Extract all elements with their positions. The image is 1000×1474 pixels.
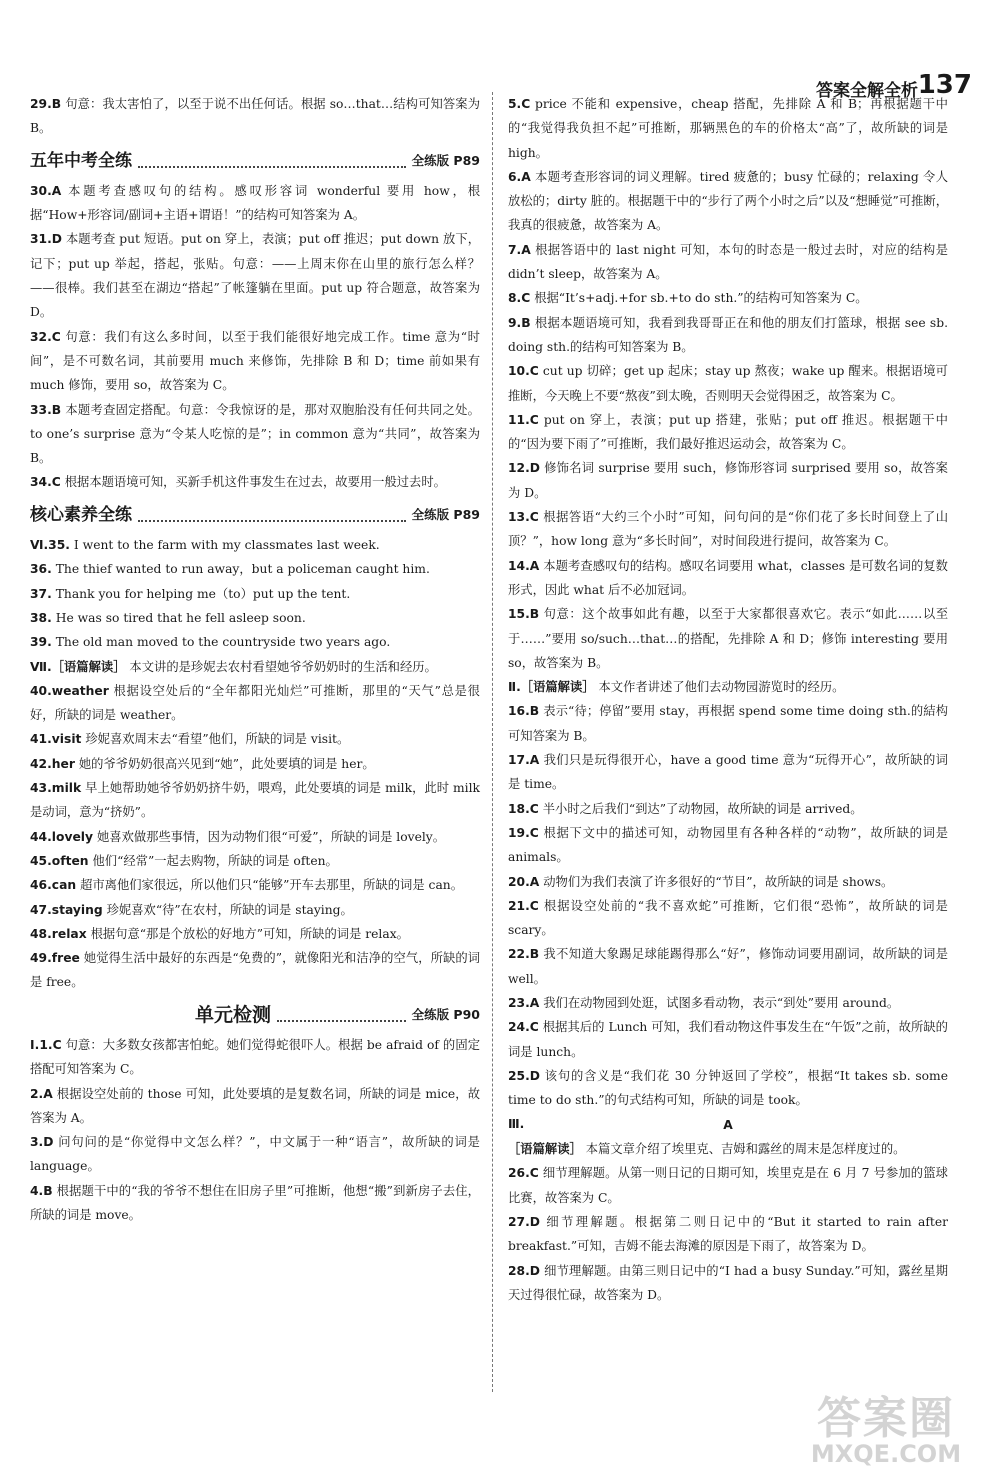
right-column: [508, 92, 948, 1307]
answer-number: 21.C: [508, 898, 539, 913]
page-number: 137: [917, 70, 972, 100]
answer-explanation: 细节理解题。从第一则日记的日期可知，埃里克是在 6 月 7 号参加的篮球比赛，故答案为 C。: [508, 1166, 948, 1205]
answer-explanation: 细节理解题。根据第二则日记中的“But it started to rain after breakfast.”可知，吉姆不能去海滩的原因是下雨了，故答案为 D。: [508, 1214, 948, 1254]
answer-item: [30, 727, 480, 751]
answer-number: Ⅰ.1.C: [30, 1037, 62, 1052]
answer-explanation: 根据其后的 Lunch 可知，我们看动物这件事发生在“午饭”之前，故所缺的词是 lunch。: [508, 1020, 948, 1059]
answer-number: 48.relax: [30, 926, 87, 941]
answer-item: [508, 505, 948, 554]
answer-item: [508, 1259, 948, 1308]
answer-item: [30, 922, 480, 946]
answer-number: 47.staying: [30, 902, 103, 917]
section-title: 五年中考全练: [30, 150, 132, 171]
answer-number: 16.B: [508, 704, 540, 719]
answer-number: 8.C: [508, 291, 531, 306]
answer-explanation: 我不知道大象踢足球能踢得那么“好”，修饰动词要用副词，故所缺的词是 well。: [508, 947, 948, 986]
answer-number: 49.free: [30, 951, 80, 966]
answer-number: 41.visit: [30, 732, 82, 747]
answer-explanation: 修饰名词 surprise 要用 such，修饰形容词 surprised 要用 so，故答案为 D。: [508, 461, 948, 500]
answer-explanation: 本题考查感叹句的结构。感叹名词要用 what，classes 是可数名词的复数形式，因此 what 后不必加冠词。: [508, 558, 948, 597]
answer-explanation: 根据句意“那是个放松的好地方”可知，所缺的词是 relax。: [90, 926, 409, 941]
answer-item: [30, 1130, 480, 1179]
answer-item: [30, 898, 480, 922]
header-title: 答案全解全析: [816, 81, 918, 101]
dotted-leader: [138, 520, 406, 522]
answer-number: 34.C: [30, 475, 61, 490]
answer-item: [30, 679, 480, 728]
answer-item: [30, 179, 480, 228]
answer-explanation: 细节理解题。由第三则日记中的“I had a busy Sunday.”可知，露丝星期天过得很忙碌，故答案为 D。: [508, 1263, 948, 1302]
section-page-ref: 全练版 P89: [411, 152, 480, 168]
left-column: [30, 92, 480, 1227]
answer-explanation: 句意：我太害怕了，以至于说不出任何话。根据 so…that…结构可知答案为 B。: [30, 97, 480, 136]
answer-explanation: 句意：我们有这么多时间，以至于我们能很好地完成工作。time 意为“时间”，是不可数名词，其前要用 much 来修饰，先排除 B 和 D；time 前如果有 much 修饰，要用 so，故答案为 C。: [30, 329, 480, 393]
answer-number: 24.C: [508, 1020, 539, 1035]
answer-explanation: 本题考查固定搭配。句意：令我惊讶的是，那对双胞胎没有任何共同之处。to one’s surprise 意为“令某人吃惊的是”；in common 意为“共同”，故答案为 B。: [30, 402, 480, 466]
answer-item: [508, 942, 948, 991]
answer-explanation: 早上她帮助她爷爷奶奶挤牛奶，喂鸡，此处要填的词是 milk，此时 milk 是动词，意为“挤奶”。: [30, 781, 480, 820]
section-page-ref: 全练版 P89: [411, 506, 480, 522]
answer-number: 40.weather: [30, 683, 109, 698]
answer-explanation: 该句的含义是“我们花 30 分钟返回了学校”，根据“It takes sb. some time to do sth.”的句式结构可知，所缺的词是 took。: [508, 1068, 948, 1108]
answer-item: [30, 825, 480, 849]
answer-item: [30, 227, 480, 324]
page-header: [0, 0, 1000, 101]
answer-item: [30, 630, 480, 654]
answer-number: 10.C: [508, 364, 539, 379]
answer-number: Ⅶ.［语篇解读］: [30, 659, 126, 674]
answer-item: [508, 991, 948, 1015]
answer-number: 33.B: [30, 402, 62, 417]
answer-item: [508, 797, 948, 821]
answer-item: [508, 165, 948, 238]
answer-explanation: 本题考查 put 短语。put on 穿上，表演；put off 推迟；put down 放下，记下；put up 举起，搭起，张贴。句意：——上周末你在山里的旅行怎么样？——很棒。我们甚至在湖边“搭起”了帐篷躺在里面。put up 符合题意，故答案为 D。: [30, 232, 480, 320]
answer-item: [508, 1161, 948, 1210]
section-header: [30, 503, 480, 527]
answer-explanation: 半小时之后我们“到达”了动物园，故所缺的词是 arrived。: [542, 801, 863, 816]
answer-explanation: 本题考查感叹句的结构。感叹形容词 wonderful 要用 how，根据“How+形容词/副词+主语+谓语！”的结构可知答案为 A。: [30, 183, 480, 223]
answer-number: 12.D: [508, 461, 540, 476]
answer-number: 17.A: [508, 753, 540, 768]
column-divider: [492, 92, 493, 1392]
answer-item: [30, 606, 480, 630]
answer-explanation: put on 穿上，表演；put up 搭建，张贴；put off 推迟。根据题干中的“因为要下雨了”可推断，我们最好推迟运动会，故答案为 C。: [508, 412, 948, 452]
answer-explanation: 她的爷爷奶奶很高兴见到“她”，此处要填的词是 her。: [78, 756, 375, 771]
answer-item: [508, 1137, 948, 1161]
answer-explanation: 他们“经常”一起去购物，所缺的词是 often。: [92, 853, 338, 868]
answer-explanation: 我们在动物园到处逛，试图多看动物，表示“到处”要用 around。: [543, 995, 900, 1010]
answer-number: 7.A: [508, 242, 531, 257]
answer-item: [30, 398, 480, 471]
answer-number: 28.D: [508, 1263, 540, 1278]
section-page-ref: 全练版 P90: [411, 1006, 480, 1022]
answer-number: 25.D: [508, 1068, 540, 1083]
answer-number: 19.C: [508, 825, 539, 840]
section-header: [30, 1003, 480, 1027]
answer-item: [508, 359, 948, 408]
answer-item: [30, 1082, 480, 1131]
answer-item: [30, 873, 480, 897]
answer-item: [30, 752, 480, 776]
answer-item: [30, 557, 480, 581]
answer-item: [508, 1064, 948, 1113]
answer-number: 38.: [30, 610, 52, 625]
answer-item: [30, 849, 480, 873]
answer-item: [508, 675, 948, 699]
answer-item: [30, 655, 480, 679]
answer-explanation: The old man moved to the countryside two years ago.: [55, 635, 391, 650]
answer-number: 5.C: [508, 97, 531, 111]
answer-item: [508, 821, 948, 870]
answer-number: 32.C: [30, 329, 61, 344]
answer-explanation: 根据本题语境可知，买新手机这件事发生在过去，故要用一般过去时。: [64, 475, 446, 490]
answer-item: [508, 870, 948, 894]
answer-number: 46.can: [30, 878, 77, 893]
answer-explanation: 她觉得生活中最好的东西是“免费的”，就像阳光和洁净的空气，所缺的词是 free。: [30, 951, 480, 990]
answer-item: [508, 894, 948, 943]
answer-explanation: I went to the farm with my classmates last week.: [73, 538, 380, 553]
answer-explanation: 我们只是玩得很开心，have a good time 意为“玩得开心”，故所缺的词是 time。: [508, 753, 948, 792]
answer-explanation: 超市离他们家很远，所以他们只“能够”开车去那里，所缺的词是 can。: [80, 878, 463, 893]
answer-number: 37.: [30, 586, 52, 601]
answer-explanation: 根据本题语境可知，我看到我哥哥正在和他的朋友们打篮球，根据 see sb. doing sth.的结构可知答案为 B。: [508, 315, 948, 354]
watermark-logo: 答案圈: [817, 1393, 955, 1444]
answer-number: 26.C: [508, 1166, 539, 1181]
answer-number: 29.B: [30, 97, 62, 111]
answer-explanation: 表示“待；停留”要用 stay，再根据 spend some time doing sth.的結构可知答案为 B。: [508, 704, 948, 743]
answer-number: 39.: [30, 635, 52, 650]
answer-number: 14.A: [508, 558, 540, 573]
answer-item: [508, 699, 948, 748]
answer-item: [30, 946, 480, 995]
answer-explanation: Thank you for helping me（to）put up the tent.: [55, 586, 351, 601]
watermark-url: MXQE.COM: [810, 1440, 962, 1468]
answer-explanation: price 不能和 expensive，cheap 搭配，先排除 A 和 B；再根据题干中的“我觉得我负担不起”可推断，那辆黑色的车的价格太“高”了，故所缺的词是 high。: [508, 97, 948, 160]
answer-number: Ⅲ.: [508, 1117, 525, 1132]
answer-number: 6.A: [508, 169, 531, 184]
answer-explanation: 本题考查形容词的词义理解。tired 疲惫的；busy 忙碌的；relaxing 令人放松的；dirty 脏的。根据题干中的“步行了两个小时之后”以及“想睡觉”可推断，我真的很疲惫，故答案为 A。: [508, 169, 948, 233]
answer-explanation: 根据“It’s+adj.+for sb.+to do sth.”的结构可知答案为 C。: [534, 291, 868, 306]
answer-number: 45.often: [30, 853, 89, 868]
answer-item: [30, 1179, 480, 1228]
dotted-leader: [277, 1020, 406, 1022]
answer-number: 31.D: [30, 232, 62, 247]
answer-explanation: 根据下文中的描述可知，动物园里有各种各样的“动物”，故所缺的词是 animals。: [508, 825, 948, 865]
watermark: [786, 1382, 986, 1468]
answer-number: 18.C: [508, 801, 539, 816]
answer-number: ［语篇解读］: [508, 1142, 582, 1157]
section-title: 核心素养全练: [30, 504, 132, 525]
answer-explanation: 本文作者讲述了他们去动物园游览时的经历。: [598, 680, 845, 695]
answer-number: 2.A: [30, 1086, 53, 1101]
answer-item: [30, 92, 480, 141]
answer-number: 42.her: [30, 756, 75, 771]
answer-item: [508, 286, 948, 310]
answer-explanation: 句意：大多数女孩都害怕蛇。她们觉得蛇很吓人。根据 be afraid of 的固定搭配可知答案为 C。: [30, 1037, 481, 1077]
answer-item: [508, 311, 948, 360]
answer-explanation: 根据答语“大约三个小时”可知，问句问的是“你们花了多长时间登上了山顶？”，how long 意为“多长时间”，对时间段进行提问，故答案为 C。: [508, 510, 948, 549]
answer-item: [30, 582, 480, 606]
answer-item: [30, 1033, 480, 1082]
answer-explanation: He was so tired that he fell asleep soon.: [55, 610, 306, 625]
answer-number: 43.milk: [30, 781, 82, 796]
answer-explanation: 她喜欢做那些事情，因为动物们很“可爱”，所缺的词是 lovely。: [96, 829, 446, 844]
answer-item: [508, 554, 948, 603]
answer-explanation: 根据设空处后的“全年都阳光灿烂”可推断，那里的“天气”总是很好，所缺的词是 weather。: [30, 683, 480, 723]
answer-explanation: cut up 切碎；get up 起床；stay up 熬夜；wake up 醒来。根据语境可推断，今天晚上不要“熬夜”到太晚，否则明天会觉得困乏，故答案为 C。: [508, 364, 948, 403]
answer-explanation: 动物们为我们表演了许多很好的“节目”，故所缺的词是 shows。: [543, 874, 894, 889]
answer-item: [30, 470, 480, 494]
answer-number: Ⅵ.35.: [30, 538, 70, 553]
answer-item: [30, 533, 480, 557]
answer-item: [30, 325, 480, 398]
answer-number: 23.A: [508, 995, 540, 1010]
answer-explanation: 珍妮喜欢周末去“看望”他们，所缺的词是 visit。: [85, 732, 350, 747]
passage-label: A: [723, 1117, 733, 1132]
answer-number: Ⅱ.［语篇解读］: [508, 680, 595, 695]
answer-explanation: 珍妮喜欢“待”在农村，所缺的词是 staying。: [106, 902, 353, 917]
answer-number: 36.: [30, 562, 52, 577]
answer-item: [508, 456, 948, 505]
section-header: [30, 149, 480, 173]
answer-item: [508, 602, 948, 675]
answer-number: 15.B: [508, 607, 540, 622]
answer-item: [508, 748, 948, 797]
answer-number: 9.B: [508, 315, 531, 330]
answer-number: 11.C: [508, 412, 539, 427]
answer-number: 4.B: [30, 1183, 53, 1198]
answer-item: [30, 776, 480, 825]
answer-explanation: 本篇文章介绍了埃里克、吉姆和露丝的周末是怎样度过的。: [585, 1142, 906, 1157]
answer-number: 3.D: [30, 1135, 54, 1150]
answer-explanation: 问句问的是“你觉得中文怎么样？”，中文属于一种“语言”，故所缺的词是 language。: [30, 1135, 480, 1174]
answer-item: [508, 408, 948, 457]
answer-explanation: 根据设空处前的 those 可知，此处要填的是复数名词，所缺的词是 mice，故答案为 A。: [30, 1086, 480, 1125]
answer-explanation: 本文讲的是珍妮去农村看望她爷爷奶奶时的生活和经历。: [129, 659, 437, 674]
answer-item: [508, 1015, 948, 1064]
answer-item: [508, 238, 948, 287]
answer-number: 22.B: [508, 947, 540, 962]
section-title: 单元检测: [195, 1003, 272, 1026]
answer-explanation: 根据题干中的“我的爷爷不想住在旧房子里”可推断，他想“搬”到新房子去住，所缺的词是 move。: [30, 1183, 480, 1223]
answer-explanation: 根据设空处前的“我不喜欢蛇”可推断，它们很“恐怖”，故所缺的词是 scary。: [508, 898, 948, 938]
answer-explanation: 句意：这个故事如此有趣，以至于大家都很喜欢它。表示“如此……以至于……”要用 so/such…that…的搭配，先排除 A 和 D；修饰 interesting 要用 so，故答案为 B。: [508, 607, 948, 670]
answer-number: 27.D: [508, 1214, 540, 1229]
answer-explanation: The thief wanted to run away，but a policeman caught him.: [55, 562, 430, 577]
answer-item: [508, 1210, 948, 1259]
answer-number: 20.A: [508, 874, 540, 889]
dotted-leader: [138, 166, 406, 168]
answer-number: 44.lovely: [30, 829, 94, 844]
answer-number: 13.C: [508, 510, 539, 525]
answer-number: 30.A: [30, 183, 62, 198]
answer-item: [508, 92, 948, 165]
answer-explanation: 根据答语中的 last night 可知，本句的时态是一般过去时，对应的结构是 didn’t sleep，故答案为 A。: [508, 242, 948, 282]
